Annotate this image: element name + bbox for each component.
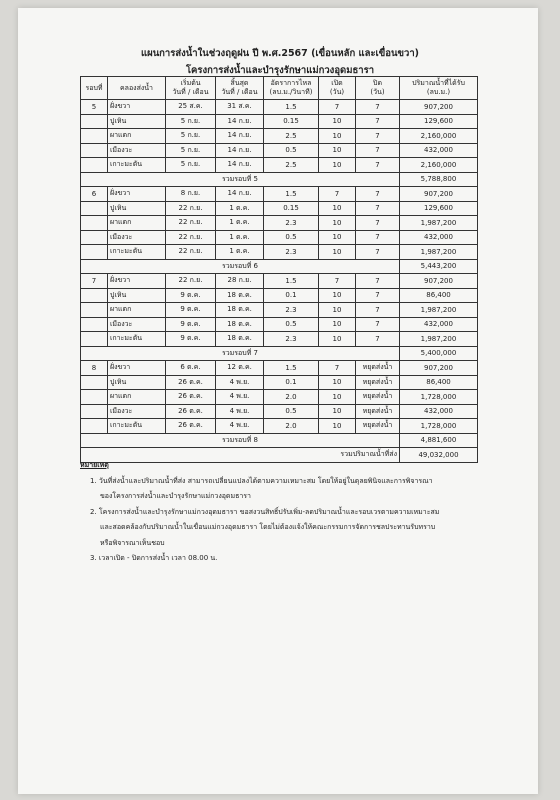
round-total-value: 5,400,000 [400,346,478,361]
note-item: 3. เวลาเปิด - ปิดการส่งน้ำ เวลา 08.00 น. [90,554,218,562]
cell-open-days: 10 [319,201,356,216]
note-continuation: ของโครงการส่งน้ำและบำรุงรักษาแม่กวงอุดมธารา [100,492,251,500]
cell-canal: เกาะมะตัน [108,332,166,347]
cell-start-date: 26 ต.ค. [166,419,216,434]
cell-open-days: 10 [319,143,356,158]
cell-canal: ฝั่งขวา [108,361,166,376]
cell-close-days: 7 [356,230,400,245]
cell-start-date: 26 ต.ค. [166,375,216,390]
cell-flow-rate: 0.5 [264,230,319,245]
cell-canal: ผาแตก [108,216,166,231]
round-number: 5 [81,100,108,115]
round-number [81,332,108,347]
cell-flow-rate: 1.5 [264,361,319,376]
cell-end-date: 28 ก.ย. [216,274,264,289]
cell-close-days: 7 [356,245,400,260]
round-total-label: รวมรอบที่ 7 [81,346,400,361]
header-round: รอบที่ [81,77,108,100]
table-row [81,419,478,434]
cell-volume: 1,728,000 [400,419,478,434]
cell-close-days: 7 [356,114,400,129]
round-total-value: 5,443,200 [400,259,478,274]
cell-flow-rate: 0.5 [264,317,319,332]
round-number [81,143,108,158]
table-row [81,317,478,332]
round-total-row [81,259,478,274]
cell-close-days: หยุดส่งน้ำ [356,390,400,405]
round-number [81,129,108,144]
cell-end-date: 31 ส.ค. [216,100,264,115]
grand-total-label: รวมปริมาณน้ำที่ส่ง [81,448,400,463]
cell-close-days: 7 [356,317,400,332]
cell-end-date: 14 ก.ย. [216,129,264,144]
cell-end-date: 14 ก.ย. [216,158,264,173]
round-total-label: รวมรอบที่ 8 [81,433,400,448]
table-row [81,390,478,405]
round-total-row [81,172,478,187]
cell-flow-rate: 2.5 [264,129,319,144]
cell-canal: เกาะมะตัน [108,245,166,260]
cell-flow-rate: 2.3 [264,303,319,318]
cell-start-date: 9 ต.ค. [166,288,216,303]
table-row [81,404,478,419]
cell-canal: ผาแตก [108,390,166,405]
cell-close-days: 7 [356,332,400,347]
cell-start-date: 22 ก.ย. [166,201,216,216]
cell-end-date: 4 พ.ย. [216,390,264,405]
cell-canal: ปูเหิน [108,288,166,303]
cell-close-days: 7 [356,143,400,158]
header-volume: ปริมาณน้ำที่ได้รับ (ลบ.ม.) [400,77,478,100]
cell-end-date: 1 ต.ค. [216,201,264,216]
cell-canal: ผาแตก [108,303,166,318]
cell-close-days: 7 [356,129,400,144]
cell-start-date: 26 ต.ค. [166,404,216,419]
cell-canal: เมืองวะ [108,230,166,245]
cell-start-date: 5 ก.ย. [166,143,216,158]
cell-open-days: 10 [319,419,356,434]
cell-open-days: 7 [319,100,356,115]
cell-flow-rate: 1.5 [264,100,319,115]
round-number [81,390,108,405]
cell-flow-rate: 0.1 [264,375,319,390]
table-row [81,332,478,347]
cell-canal: เมืองวะ [108,404,166,419]
cell-volume: 1,987,200 [400,216,478,231]
cell-canal: ฝั่งขวา [108,274,166,289]
cell-start-date: 26 ต.ค. [166,390,216,405]
cell-open-days: 7 [319,187,356,202]
notes-list [80,474,480,567]
document-subtitle: โครงการส่งน้ำและบำรุงรักษาแม่กวงอุดมธารา [185,65,375,76]
cell-canal: ฝั่งขวา [108,100,166,115]
round-number [81,114,108,129]
grand-total-value: 49,032,000 [400,448,478,463]
water-plan-table [80,76,478,463]
cell-flow-rate: 2.3 [264,245,319,260]
cell-close-days: 7 [356,288,400,303]
header-end: สิ้นสุด วันที่ / เดือน [216,77,264,100]
cell-start-date: 25 ส.ค. [166,100,216,115]
cell-flow-rate: 0.1 [264,288,319,303]
cell-volume: 907,200 [400,100,478,115]
note-continuation: และสอดคล้องกับปริมาณน้ำในเขื่อนแม่กวงอุดมธารา โดยไม่ต้องแจ้งให้คณะกรรมการจัดการชลประทานรับทราบ [100,523,436,531]
cell-close-days: 7 [356,158,400,173]
cell-flow-rate: 2.3 [264,332,319,347]
cell-end-date: 18 ต.ค. [216,288,264,303]
cell-start-date: 22 ก.ย. [166,245,216,260]
cell-volume: 432,000 [400,404,478,419]
cell-open-days: 10 [319,288,356,303]
cell-canal: เมืองวะ [108,143,166,158]
cell-volume: 1,987,200 [400,332,478,347]
cell-start-date: 22 ก.ย. [166,216,216,231]
cell-start-date: 9 ต.ค. [166,303,216,318]
cell-start-date: 6 ต.ค. [166,361,216,376]
round-number [81,317,108,332]
header-row [81,77,478,100]
cell-flow-rate: 1.5 [264,274,319,289]
cell-end-date: 4 พ.ย. [216,419,264,434]
cell-close-days: หยุดส่งน้ำ [356,419,400,434]
table-row [81,143,478,158]
round-number: 6 [81,187,108,202]
round-number [81,201,108,216]
cell-volume: 2,160,000 [400,129,478,144]
table-row [81,361,478,376]
cell-open-days: 10 [319,375,356,390]
cell-close-days: 7 [356,187,400,202]
cell-flow-rate: 2.0 [264,390,319,405]
cell-close-days: 7 [356,216,400,231]
cell-volume: 2,160,000 [400,158,478,173]
table-row [81,187,478,202]
cell-end-date: 18 ต.ค. [216,303,264,318]
cell-volume: 1,987,200 [400,245,478,260]
cell-volume: 907,200 [400,361,478,376]
cell-open-days: 7 [319,274,356,289]
cell-open-days: 7 [319,361,356,376]
document-title: แผนการส่งน้ำในช่วงฤดูฝน ปี พ.ศ.2567 (เขื่อนหลัก และเขื่อนขวา) [141,48,419,59]
cell-start-date: 5 ก.ย. [166,158,216,173]
table-row [81,245,478,260]
cell-end-date: 4 พ.ย. [216,404,264,419]
cell-canal: เมืองวะ [108,317,166,332]
cell-volume: 86,400 [400,288,478,303]
cell-end-date: 1 ต.ค. [216,216,264,231]
table-row [81,158,478,173]
header-rate: อัตราการไหล (ลบ.ม./วินาที) [264,77,319,100]
cell-volume: 129,600 [400,114,478,129]
cell-flow-rate: 1.5 [264,187,319,202]
cell-flow-rate: 0.5 [264,404,319,419]
cell-close-days: หยุดส่งน้ำ [356,404,400,419]
note-item: 1. วันที่ส่งน้ำและปริมาณน้ำที่ส่ง สามารถเปลี่ยนแปลงได้ตามความเหมาะสม โดยให้อยู่ในดุลยพินิจและการพิจารณา [90,476,433,485]
cell-end-date: 1 ต.ค. [216,230,264,245]
header-start: เริ่มต้น วันที่ / เดือน [166,77,216,100]
cell-flow-rate: 0.5 [264,143,319,158]
cell-flow-rate: 2.5 [264,158,319,173]
round-number [81,375,108,390]
cell-end-date: 18 ต.ค. [216,332,264,347]
cell-open-days: 10 [319,390,356,405]
cell-open-days: 10 [319,129,356,144]
round-number [81,288,108,303]
header-open: เปิด (วัน) [319,77,356,100]
cell-close-days: 7 [356,274,400,289]
notes-heading: หมายเหตุ [80,461,109,469]
cell-open-days: 10 [319,216,356,231]
round-number: 7 [81,274,108,289]
cell-flow-rate: 0.15 [264,201,319,216]
cell-volume: 129,600 [400,201,478,216]
note-item: 2. โครงการส่งน้ำและบำรุงรักษาแม่กวงอุดมธารา ขอสงวนสิทธิ์ปรับเพิ่ม-ลดปริมาณน้ำและรอบเวรตามความเหมาะสม [90,507,440,516]
cell-volume: 907,200 [400,187,478,202]
cell-open-days: 10 [319,230,356,245]
table-row [81,375,478,390]
round-number [81,404,108,419]
round-number [81,216,108,231]
cell-canal: ผาแตก [108,129,166,144]
cell-close-days: หยุดส่งน้ำ [356,375,400,390]
cell-open-days: 10 [319,317,356,332]
cell-volume: 432,000 [400,230,478,245]
round-number [81,303,108,318]
cell-volume: 432,000 [400,317,478,332]
cell-volume: 907,200 [400,274,478,289]
round-total-row [81,433,478,448]
cell-end-date: 1 ต.ค. [216,245,264,260]
cell-end-date: 14 ก.ย. [216,114,264,129]
round-number: 8 [81,361,108,376]
cell-open-days: 10 [319,158,356,173]
cell-open-days: 10 [319,245,356,260]
cell-end-date: 14 ก.ย. [216,187,264,202]
cell-start-date: 9 ต.ค. [166,332,216,347]
table-row [81,129,478,144]
round-number [81,419,108,434]
table-row [81,201,478,216]
cell-close-days: 7 [356,100,400,115]
round-total-label: รวมรอบที่ 6 [81,259,400,274]
round-total-row [81,346,478,361]
cell-close-days: หยุดส่งน้ำ [356,361,400,376]
cell-end-date: 12 ต.ค. [216,361,264,376]
cell-canal: ปูเหิน [108,201,166,216]
cell-open-days: 10 [319,114,356,129]
cell-volume: 86,400 [400,375,478,390]
table-row [81,230,478,245]
cell-flow-rate: 2.0 [264,419,319,434]
round-number [81,230,108,245]
table-row [81,288,478,303]
table-row [81,274,478,289]
header-canal: คลองส่งน้ำ [108,77,166,100]
cell-volume: 1,728,000 [400,390,478,405]
cell-start-date: 8 ก.ย. [166,187,216,202]
table-row [81,100,478,115]
cell-volume: 432,000 [400,143,478,158]
cell-open-days: 10 [319,303,356,318]
notes-section [80,458,480,567]
cell-canal: ฝั่งขวา [108,187,166,202]
round-number [81,158,108,173]
cell-end-date: 4 พ.ย. [216,375,264,390]
cell-close-days: 7 [356,201,400,216]
round-total-value: 4,881,600 [400,433,478,448]
round-number [81,245,108,260]
cell-canal: ปูเหิน [108,375,166,390]
cell-start-date: 9 ต.ค. [166,317,216,332]
cell-volume: 1,987,200 [400,303,478,318]
cell-open-days: 10 [319,332,356,347]
round-total-value: 5,788,800 [400,172,478,187]
cell-close-days: 7 [356,303,400,318]
header-close: ปิด (วัน) [356,77,400,100]
cell-canal: ปูเหิน [108,114,166,129]
cell-end-date: 18 ต.ค. [216,317,264,332]
cell-flow-rate: 2.3 [264,216,319,231]
cell-start-date: 22 ก.ย. [166,274,216,289]
cell-canal: เกาะมะตัน [108,419,166,434]
table-row [81,303,478,318]
table-row [81,216,478,231]
cell-start-date: 22 ก.ย. [166,230,216,245]
table-row [81,114,478,129]
note-continuation: หรือพิจารณาเห็นชอบ [100,538,165,547]
cell-flow-rate: 0.15 [264,114,319,129]
cell-end-date: 14 ก.ย. [216,143,264,158]
cell-start-date: 5 ก.ย. [166,114,216,129]
cell-canal: เกาะมะตัน [108,158,166,173]
round-total-label: รวมรอบที่ 5 [81,172,400,187]
cell-start-date: 5 ก.ย. [166,129,216,144]
cell-open-days: 10 [319,404,356,419]
